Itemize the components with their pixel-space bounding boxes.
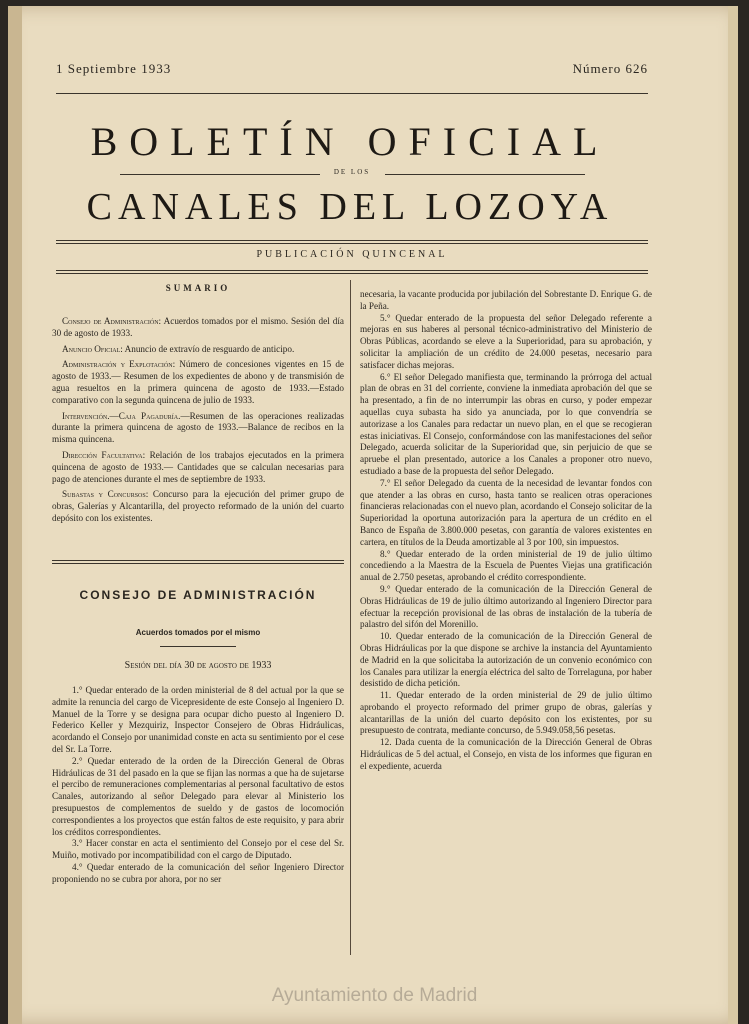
sumario-item-label: Intervención.—Caja Pagaduría. <box>62 410 181 421</box>
sumario-end-rule <box>52 560 344 561</box>
sumario-item-label: Dirección Facultativa: <box>62 449 146 460</box>
issue-date: 1 Septiembre 1933 <box>56 61 172 76</box>
sumario-item-text: Número de concesiones vigentes en 15 de agosto de 1933.— Resumen de los expedientes de abono y de transmisión de agua resueltos en la primera quincena de agosto de 1933.—Estado comparativo con la segunda quincena de julio de 1933. <box>52 359 344 405</box>
sumario-item-label: Consejo de Administración: <box>62 316 162 326</box>
paragraph: 1.° Quedar enterado de la orden ministerial de 8 del actual por la que se admite la renuncia del cargo de Vicepresidente de este Consejo al Ingeniero D. Manuel de la Torre y se designa para ocupar dicho puesto al Ingeniero D. Federico Keller y Mezquiriz, Inspector Consejero de Obras Hidráulicas, acordando el Consejo por unanimidad conste en acta su sentimiento por el cese del Sr. La Torre. <box>52 685 344 754</box>
paragraph: 7.° El señor Delegado da cuenta de la necesidad de levantar fondos con que atender a las obras en curso, hasta tanto se realicen otras operaciones financieras relacionadas con el nuevo plan, acordando el Consejo solicitar de la Superioridad la oportuna autorización para la apertura de un crédito en el Banco de España de 3.800.000 pesetas, con garantía de valores existentes en cartera, en títulos de la Deuda amortizable al 3 por 100, sin impuestos. <box>360 477 652 547</box>
left-column-body <box>52 685 344 886</box>
issue-number: Número 626 <box>572 61 648 76</box>
paragraph: 3.° Hacer constar en acta el sentimiento del Consejo por el cese del Sr. Muiño, motivado por incompatibilidad con el cargo de Diputado. <box>52 838 344 861</box>
paragraph: necesaria, la vacante producida por jubilación del Sobrestante D. Enrique G. de la Peña. <box>360 289 652 311</box>
publication-frequency: PUBLICACIÓN QUINCENAL <box>256 249 448 260</box>
title-boletin-oficial: BOLETÍN OFICIAL <box>90 119 610 164</box>
title-de-los: DE LOS <box>333 168 371 176</box>
section-title: CONSEJO DE ADMINISTRACIÓN <box>79 588 317 602</box>
paragraph: 2.° Quedar enterado de la orden de la Dirección General de Obras Hidráulicas de 31 del pasado en la que se fijan las normas a que ha de sujetarse el percibo de remuneraciones complementarias al personal facultativo de estos Canales, autorizando al señor Delegado para elevar al Ministerio los presupuestos de complementos de sueldo y de gastos de locomoción correspondientes a los proyectos que están faltos de este requisito, y para abrir los créditos correspondientes. <box>52 755 344 837</box>
paragraph: 11. Quedar enterado de la orden ministerial de 29 de julio último aprobando el proyecto reformado del primer grupo de obras, galerías y alcantarillas de la unión del cuarto depósito con los existentes, por su presupuesto de contrata, mediante concurso, de 5.949.058,56 pesetas. <box>360 690 652 736</box>
sumario-item <box>52 411 344 446</box>
sumario-item-label: Anuncio Oficial: <box>62 343 123 354</box>
publication-rule <box>56 270 648 271</box>
sumario-item-label: Subastas y Concursos: <box>62 489 149 500</box>
sumario-item <box>52 359 344 406</box>
sumario-item <box>52 316 344 340</box>
title-canales-del-lozoya: CANALES DEL LOZOYA <box>86 186 614 228</box>
title-bottom-rule <box>56 240 648 241</box>
publication-rule-2 <box>56 273 648 274</box>
issue-header <box>56 61 648 77</box>
sumario-list <box>52 316 344 529</box>
paragraph: 8.° Quedar enterado de la orden ministerial de 19 de julio último concediendo a la Maestra de la Escuela de Puentes Viejas una gratificación anual de 2.750 pesetas, aprobando el crédito correspondiente. <box>360 548 652 583</box>
column-divider <box>350 280 351 955</box>
header-rule <box>56 93 648 94</box>
section-subtitle: Acuerdos tomados por el mismo <box>135 628 261 637</box>
sumario-item <box>52 344 344 356</box>
sumario-item-text: Relación de los trabajos ejecutados en la primera quincena de agosto de 1933.— Cantidades que se calculan necesarias para pago de atenciones durante el mes de septiembre de 1933. <box>52 449 344 484</box>
sumario-item <box>52 450 344 485</box>
page-right-edge <box>728 6 738 1024</box>
sumario-item <box>52 489 344 524</box>
sumario-end-rule-2 <box>52 563 344 564</box>
sumario-item-text: Acuerdos tomados por el mismo. Sesión del día 30 de agosto de 1933. <box>52 316 344 338</box>
paragraph: 12. Dada cuenta de la comunicación de la Dirección General de Obras Hidráulicas de 5 del actual, el Consejo, en vista de los informes que figuran en el expediente, acuerda <box>360 737 652 771</box>
paragraph: 9.° Quedar enterado de la comunicación de la Dirección General de Obras Hidráulicas de 19 de julio último autorizando al Ingeniero Director para efectuar la recepción provisional de las obras de instalación de la tubería de palastro del sifón del Morenillo. <box>360 583 652 630</box>
right-column-body <box>360 289 652 773</box>
sumario-item-text: —Resumen de las operaciones realizadas durante la primera quincena de agosto de 1933.—Balance de recibos en la misma quincena. <box>52 410 344 445</box>
watermark: Ayuntamiento de Madrid <box>271 985 478 1006</box>
sumario-item-label: Administración y Explotación: <box>62 359 176 370</box>
session-heading: Sesión del día 30 de agosto de 1933 <box>124 660 272 671</box>
subtitle-rule <box>160 646 236 647</box>
paragraph: 10. Quedar enterado de la comunicación de la Dirección General de Obras Hidráulicas por la que dispone se archive la instancia del Ayuntamiento de Madrid en la que solicitaba la autorización de un convenio económico con los Canales para utilizar la energía eléctrica del salto de Torrelaguna, por haber desistido de dicha petición. <box>360 631 652 689</box>
title-bottom-rule-2 <box>56 243 648 244</box>
paragraph: 5.° Quedar enterado de la propuesta del señor Delegado referente a mejoras en sus haberes al personal técnico-administrativo del Ministerio de Obras Públicas, acordando se eleve a la Superioridad, para su aprobación, y solicitar la ampliación de un crédito de 24.000 pesetas, necesario para satisfacer dichas mejoras. <box>360 312 652 370</box>
sumario-item-text: Anuncio de extravío de resguardo de anticipo. <box>122 343 295 354</box>
sumario-item-text: Concurso para la ejecución del primer grupo de obras, Galerías y Alcantarilla, del proyecto reformado de la unión del cuarto depósito con los existentes. <box>52 489 344 523</box>
paragraph: 4.° Quedar enterado de la comunicación del señor Ingeniero Director proponiendo no se cubra por ahora, por no ser <box>52 861 344 884</box>
paragraph: 6.° El señor Delegado manifiesta que, terminando la prórroga del actual plan de obras en 31 del corriente, conviene la inmediata aprobación del que se ha presentado, a fin de no interrumpir las obras en curso, y poder empezar aquellas cuya subasta ha sido ya anunciada, por lo que convendría se autorizase a los Canales para redactar un nuevo plan, en el que se recogieran estas iniciativas. El Consejo, conformándose con las manifestaciones del señor Delegado, acuerda solicitar de la Superioridad que, sin perjuicio de que se apruebe el plan presentado, autorice a los Canales a proponer otro nuevo, estudiado a base de la propuesta del señor Delegado. <box>360 371 652 476</box>
page-binding-edge <box>8 6 22 1024</box>
sumario-heading: SUMARIO <box>165 283 231 293</box>
